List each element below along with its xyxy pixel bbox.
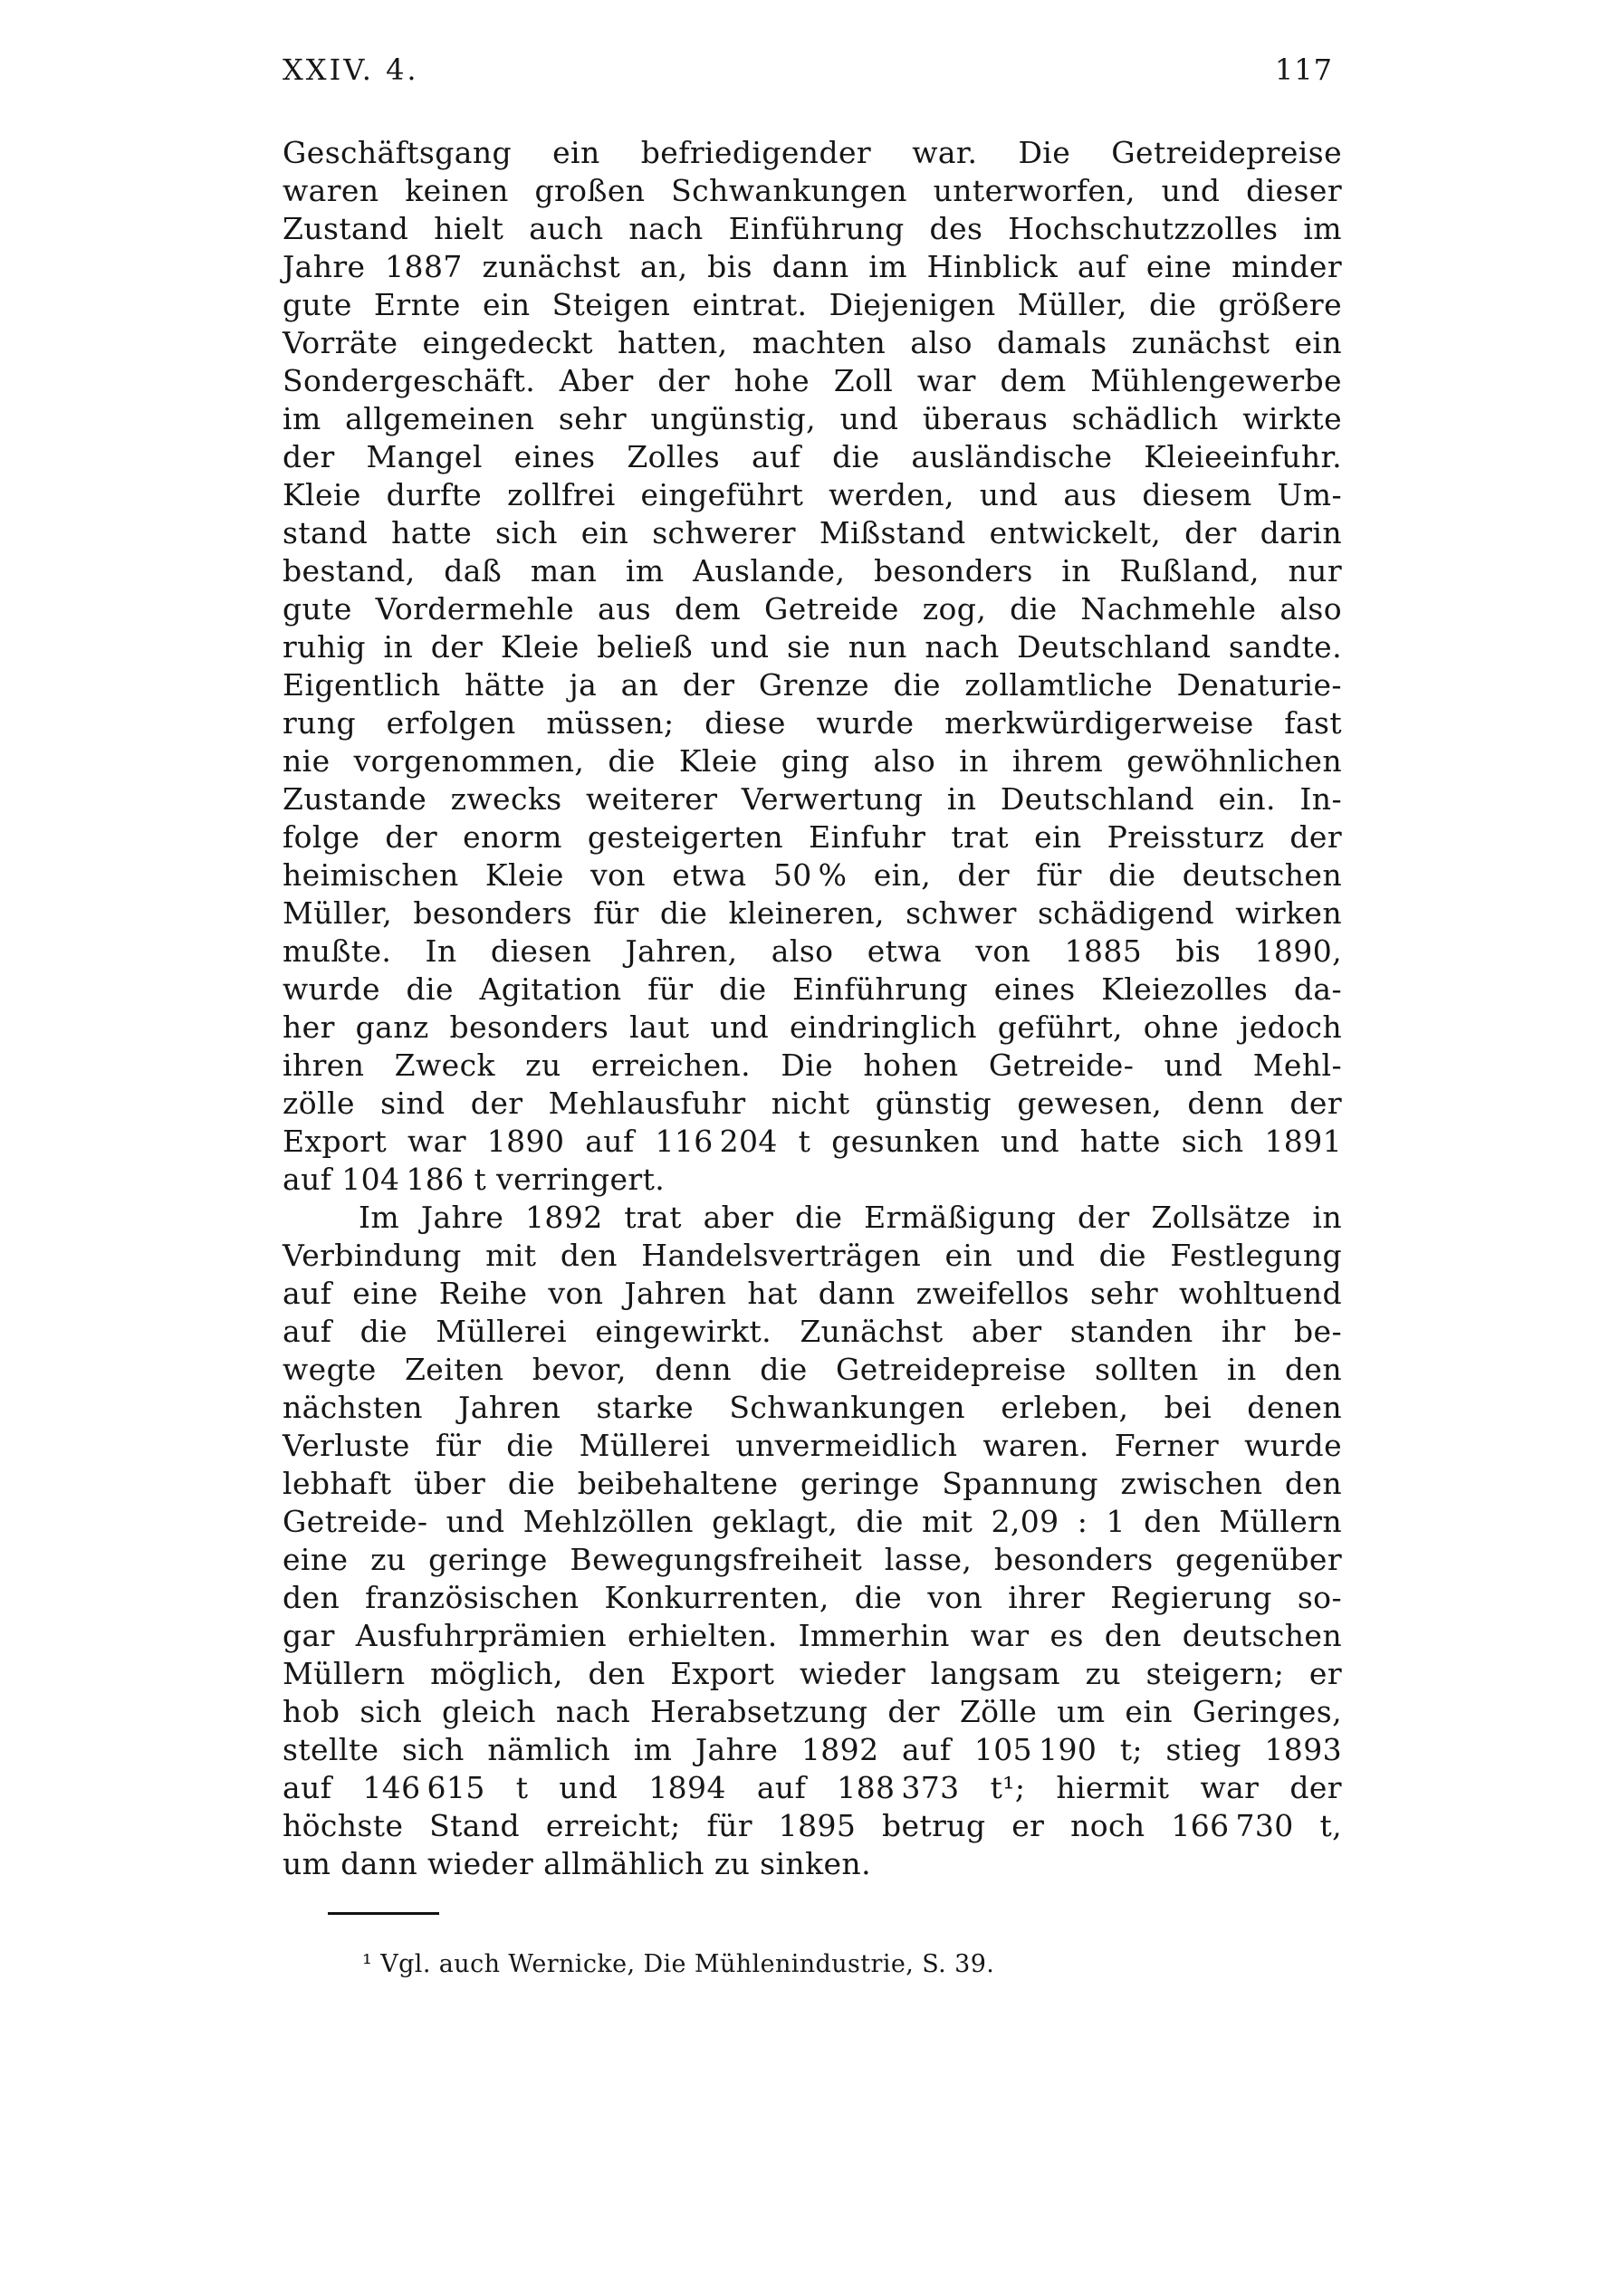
footnote-divider [328, 1912, 439, 1915]
page-number: 117 [1274, 53, 1333, 87]
text-line: mußte. In diesen Jahren, also etwa von 1885 bis 1890, [283, 933, 1342, 969]
text-line: Vorräte eingedeckt hatten, machten also damals zunächst ein [283, 325, 1342, 360]
text-line: heimischen Kleie von etwa 50 % ein, der für die deutschen [283, 857, 1342, 893]
text-line: ihren Zweck zu erreichen. Die hohen Getreide- und Mehl- [283, 1048, 1342, 1083]
text-line: folge der enorm gesteigerten Einfuhr trat ein Preissturz der [283, 819, 1342, 855]
text-line: Jahre 1887 zunächst an, bis dann im Hinblick auf eine minder [283, 249, 1342, 284]
text-line: gar Ausfuhrprämien erhielten. Immerhin war es den deutschen [283, 1618, 1342, 1653]
body-text [283, 134, 1342, 1883]
paragraph [283, 1199, 1342, 1883]
text-line: Eigentlich hätte ja an der Grenze die zollamtliche Denaturie- [283, 667, 1342, 703]
text-line: rung erfolgen müssen; diese wurde merkwürdigerweise fast [283, 705, 1342, 741]
text-line: Müllern möglich, den Export wieder langsam zu steigern; er [283, 1656, 1342, 1691]
text-line: auf 104 186 t verringert. [283, 1162, 666, 1197]
text-line: Geschäftsgang ein befriedigender war. Die Getreidepreise [283, 135, 1342, 170]
footnote-text: Vgl. auch Wernicke, Die Mühlenindustrie, S. 39. [380, 1950, 995, 1978]
text-line: Verbindung mit den Handelsverträgen ein und die Festlegung [283, 1238, 1342, 1273]
text-line: auf die Müllerei eingewirkt. Zunächst aber standen ihr be- [283, 1314, 1342, 1349]
text-line: auf 146 615 t und 1894 auf 188 373 t¹; hiermit war der [283, 1770, 1342, 1805]
footnote [283, 1948, 1342, 1981]
text-line: her ganz besonders laut und eindringlich geführt, ohne jedoch [283, 1009, 1342, 1045]
text-line: auf eine Reihe von Jahren hat dann zweifellos sehr wohltuend [283, 1276, 1342, 1311]
text-line: bestand, daß man im Auslande, besonders in Rußland, nur [283, 553, 1342, 588]
text-line: eine zu geringe Bewegungsfreiheit lasse, besonders gegenüber [283, 1542, 1342, 1577]
text-line: stand hatte sich ein schwerer Mißstand entwickelt, der darin [283, 515, 1342, 550]
text-line: höchste Stand erreicht; für 1895 betrug er noch 166 730 t, [283, 1808, 1342, 1843]
text-line: hob sich gleich nach Herabsetzung der Zölle um ein Geringes, [283, 1694, 1342, 1729]
text-line: ruhig in der Kleie beließ und sie nun nach Deutschland sandte. [283, 629, 1342, 665]
text-line: Im Jahre 1892 trat aber die Ermäßigung der Zollsätze in [359, 1200, 1342, 1235]
text-line: zölle sind der Mehlausfuhr nicht günstig gewesen, denn der [283, 1086, 1342, 1121]
text-line: lebhaft über die beibehaltene geringe Spannung zwischen den [283, 1466, 1342, 1501]
text-line: um dann wieder allmählich zu sinken. [283, 1846, 871, 1881]
text-line: der Mangel eines Zolles auf die ausländische Kleieeinfuhr. [283, 439, 1342, 474]
text-line: im allgemeinen sehr ungünstig, und überaus schädlich wirkte [283, 401, 1342, 436]
text-line: nächsten Jahren starke Schwankungen erleben, bei denen [283, 1390, 1342, 1425]
text-line: gute Vordermehle aus dem Getreide zog, die Nachmehle also [283, 591, 1342, 627]
paragraph [283, 134, 1342, 1199]
text-line: Zustand hielt auch nach Einführung des Hochschutzzolles im [283, 211, 1342, 246]
footnote-marker: ¹ [362, 1950, 373, 1978]
text-line: waren keinen großen Schwankungen unterworfen, und dieser [283, 173, 1342, 208]
text-line: Sondergeschäft. Aber der hohe Zoll war dem Mühlengewerbe [283, 363, 1342, 398]
text-line: den französischen Konkurrenten, die von ihrer Regierung so- [283, 1580, 1342, 1615]
text-line: Kleie durfte zollfrei eingeführt werden, und aus diesem Um- [283, 477, 1342, 512]
text-line: Export war 1890 auf 116 204 t gesunken und hatte sich 1891 [283, 1124, 1342, 1159]
text-line: Zustande zwecks weiterer Verwertung in Deutschland ein. In- [283, 781, 1342, 817]
text-line: nie vorgenommen, die Kleie ging also in ihrem gewöhnlichen [283, 743, 1342, 779]
text-line: Getreide- und Mehlzöllen geklagt, die mit 2,09 : 1 den Müllern [283, 1504, 1342, 1539]
text-line: Verluste für die Müllerei unvermeidlich waren. Ferner wurde [283, 1428, 1342, 1463]
text-line: Müller, besonders für die kleineren, schwer schädigend wirken [283, 895, 1342, 931]
running-head-section: XXIV. 4. [283, 53, 419, 87]
text-line: wegte Zeiten bevor, denn die Getreidepreise sollten in den [283, 1352, 1342, 1387]
text-line: gute Ernte ein Steigen eintrat. Diejenigen Müller, die größere [283, 287, 1342, 322]
page-header [283, 51, 1342, 89]
text-line: stellte sich nämlich im Jahre 1892 auf 105 190 t; stieg 1893 [283, 1732, 1342, 1767]
text-line: wurde die Agitation für die Einführung eines Kleiezolles da- [283, 971, 1342, 1007]
